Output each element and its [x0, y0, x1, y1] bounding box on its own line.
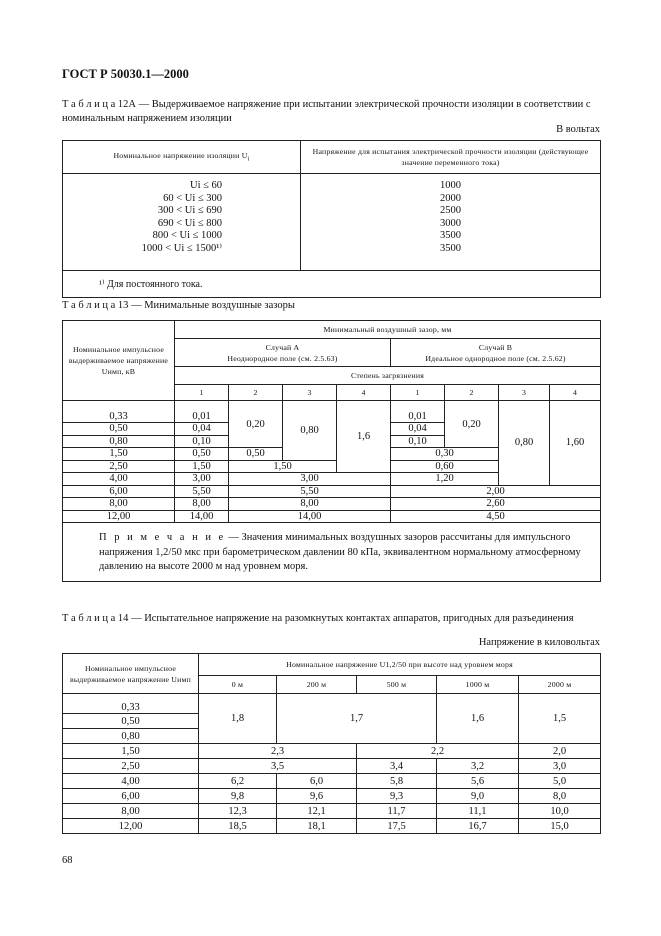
t12a-value-column: [301, 174, 601, 271]
t14-voltage-header: Номинальное импульсное выдерживаемое напряжение Uимп: [63, 654, 199, 694]
t12a-range-column: [63, 174, 301, 271]
t13-a1: 5,50: [175, 485, 229, 498]
t14-cell: 9,3: [357, 789, 437, 804]
t13-case-b-header: Случай В Идеальное однородное поле (см. 2.5.62): [391, 339, 601, 367]
t14-cell: 12,3: [199, 804, 277, 819]
table-13-label: Т а б л и ц а 13: [62, 300, 129, 311]
t12a-value: 3500: [440, 230, 461, 241]
t13-a1: 0,50: [175, 448, 229, 461]
table-13: [62, 320, 601, 582]
t13-degree: 3: [499, 385, 550, 401]
t12a-range: 800 < Ui ≤ 1000: [152, 230, 222, 241]
t12a-value: 3500: [440, 242, 461, 254]
t13-degree: 1: [175, 385, 229, 401]
table-14-title: — Испытательное напряжение на разомкнутых контактах аппаратов, пригодных для разъединения: [128, 613, 574, 624]
t13-degree: 4: [550, 385, 601, 401]
t14-cell: 9,6: [277, 789, 357, 804]
t13-top-header: Минимальный воздушный зазор, мм: [175, 321, 601, 339]
t12a-footnote: ¹⁾ Для постоянного тока.: [63, 271, 601, 298]
t13-a1: 14,00: [175, 510, 229, 523]
t13-a1: 1,50: [175, 460, 229, 473]
t14-cell: 1,8: [199, 694, 277, 744]
t13-voltage: 1,50: [63, 448, 175, 461]
t13-a4: 1,6: [337, 401, 391, 473]
t12a-range: 690 < Ui ≤ 800: [157, 217, 222, 229]
t14-cell: 3,4: [357, 759, 437, 774]
t14-cell: 15,0: [519, 819, 601, 834]
t12a-value: 3000: [440, 217, 461, 229]
t14-altitude: 500 м: [357, 676, 437, 694]
t14-cell: 2,0: [519, 744, 601, 759]
t13-voltage: 2,50: [63, 460, 175, 473]
t14-cell: 6,2: [199, 774, 277, 789]
t13-b1: 0,01: [391, 401, 445, 423]
t13-a2: 0,20: [229, 401, 283, 448]
t13-voltage: 6,00: [63, 485, 175, 498]
t14-top-header: Номинальное напряжение U1,2/50 при высоте над уровнем моря: [199, 654, 601, 676]
t13-degree: 2: [229, 385, 283, 401]
t13-voltage-header: Номинальное импульсное выдерживаемое напряжение Uимп, кВ: [63, 321, 175, 401]
t14-voltage: 0,80: [63, 729, 199, 744]
table-12a-unit: В вольтах: [556, 124, 600, 135]
t12a-range: 300 < Ui ≤ 690: [157, 205, 222, 216]
t13-b1234: 2,00: [391, 485, 601, 498]
t13-degree: 3: [283, 385, 337, 401]
table-12a: [62, 140, 601, 298]
t13-b1234: 2,60: [391, 498, 601, 511]
t14-cell: 5,8: [357, 774, 437, 789]
table-14-caption: [62, 612, 600, 626]
t13-voltage: 8,00: [63, 498, 175, 511]
t13-b12: 0,30: [391, 448, 499, 461]
t13-a234: 5,50: [229, 485, 391, 498]
t13-a234: 8,00: [229, 498, 391, 511]
t13-pollution-header: Степень загрязнения: [175, 367, 601, 385]
table-13-title: — Минимальные воздушные зазоры: [128, 300, 295, 311]
t12a-value: 2000: [440, 192, 461, 204]
t13-note-label: П р и м е ч а н и е: [99, 532, 226, 543]
t13-a234: 14,00: [229, 510, 391, 523]
t14-cell: 17,5: [357, 819, 437, 834]
table-14-unit: Напряжение в киловольтах: [478, 637, 600, 648]
t13-b3: 0,80: [499, 401, 550, 486]
t14-cell: 1,5: [519, 694, 601, 744]
t14-cell: 18,5: [199, 819, 277, 834]
t14-cell: 9,0: [437, 789, 519, 804]
table-12a-label: Т а б л и ц а 12А: [62, 99, 137, 110]
t14-cell: 2,3: [199, 744, 357, 759]
t13-b1: 0,04: [391, 423, 445, 436]
t13-a1: 0,10: [175, 435, 229, 448]
t13-a1: 3,00: [175, 473, 229, 486]
table-12a-caption: [62, 98, 600, 126]
t14-cell: 11,1: [437, 804, 519, 819]
t12a-range: 60 < Ui ≤ 300: [163, 192, 222, 204]
t14-voltage: 6,00: [63, 789, 199, 804]
t14-cell: 1,6: [437, 694, 519, 744]
t13-b1: 0,10: [391, 435, 445, 448]
t13-note-text: — Значения минимальных воздушных зазоров рассчитаны для импульсного напряжения 1,2/50 мкс при барометрическом давлении 80 кПа, эквивалентном нормальному атмосферному давлению на высоте 2000 м над уровнем моря.: [99, 532, 581, 572]
t13-a23: 1,50: [229, 460, 337, 473]
t14-altitude: 2000 м: [519, 676, 601, 694]
t14-voltage: 4,00: [63, 774, 199, 789]
t14-cell: 9,8: [199, 789, 277, 804]
t13-b12: 1,20: [391, 473, 499, 486]
t14-voltage: 0,50: [63, 714, 199, 729]
t13-b12: 0,60: [391, 460, 499, 473]
t14-cell: 3,2: [437, 759, 519, 774]
t12a-col1-header: Номинальное напряжение изоляции $U_i$: [63, 141, 301, 174]
t13-voltage: 0,80: [63, 435, 175, 448]
t13-voltage: 0,50: [63, 423, 175, 436]
t14-voltage: 12,00: [63, 819, 199, 834]
table-14: [62, 653, 601, 834]
t13-a1: 0,04: [175, 423, 229, 436]
t12a-value: 2500: [440, 205, 461, 216]
t14-voltage: 8,00: [63, 804, 199, 819]
t14-voltage: 2,50: [63, 759, 199, 774]
t14-cell: 12,1: [277, 804, 357, 819]
t13-a1: 8,00: [175, 498, 229, 511]
t14-altitude: 200 м: [277, 676, 357, 694]
t14-cell: 5,6: [437, 774, 519, 789]
t14-altitude: 1000 м: [437, 676, 519, 694]
t13-a2: 0,50: [229, 448, 283, 461]
t13-voltage: 0,33: [63, 401, 175, 423]
t13-b2: 0,20: [445, 401, 499, 448]
page-number: 68: [62, 855, 73, 866]
t14-cell: 3,0: [519, 759, 601, 774]
t13-voltage: 12,00: [63, 510, 175, 523]
t12a-col2-header: Напряжение для испытания электрической прочности изоляции (действующее значение переменного тока): [301, 141, 601, 174]
table-13-caption: [62, 299, 600, 313]
document-header: ГОСТ Р 50030.1—2000: [62, 67, 189, 81]
t14-cell: 8,0: [519, 789, 601, 804]
table-14-label: Т а б л и ц а 14: [62, 613, 129, 624]
t14-cell: 3,5: [199, 759, 357, 774]
t14-cell: 5,0: [519, 774, 601, 789]
t14-cell: 1,7: [277, 694, 437, 744]
t14-voltage: 1,50: [63, 744, 199, 759]
t14-cell: 6,0: [277, 774, 357, 789]
t14-voltage: 0,33: [63, 694, 199, 714]
t13-b4: 1,60: [550, 401, 601, 486]
t14-cell: 18,1: [277, 819, 357, 834]
t13-a3: 0,80: [283, 401, 337, 461]
t13-degree: 1: [391, 385, 445, 401]
t13-voltage: 4,00: [63, 473, 175, 486]
t14-altitude: 0 м: [199, 676, 277, 694]
t13-a234: 3,00: [229, 473, 391, 486]
t13-case-a-header: Случай А Неоднородное поле (см. 2.5.63): [175, 339, 391, 367]
t12a-value: 1000: [440, 180, 461, 191]
t13-degree: 4: [337, 385, 391, 401]
t13-degree: 2: [445, 385, 499, 401]
table-12a-title: — Выдерживаемое напряжение при испытании электрической прочности изоляции в соответствии с номинальным напряжением изоляции: [62, 99, 591, 124]
t12a-range: Ui ≤ 60: [189, 180, 222, 191]
t14-cell: 11,7: [357, 804, 437, 819]
t14-cell: 2,2: [357, 744, 519, 759]
t14-cell: 10,0: [519, 804, 601, 819]
t14-cell: 16,7: [437, 819, 519, 834]
t13-b1234: 4,50: [391, 510, 601, 523]
t12a-range: 1000 < Ui ≤ 1500¹⁾: [141, 242, 222, 254]
t13-a1: 0,01: [175, 401, 229, 423]
t13-note: [63, 523, 601, 582]
